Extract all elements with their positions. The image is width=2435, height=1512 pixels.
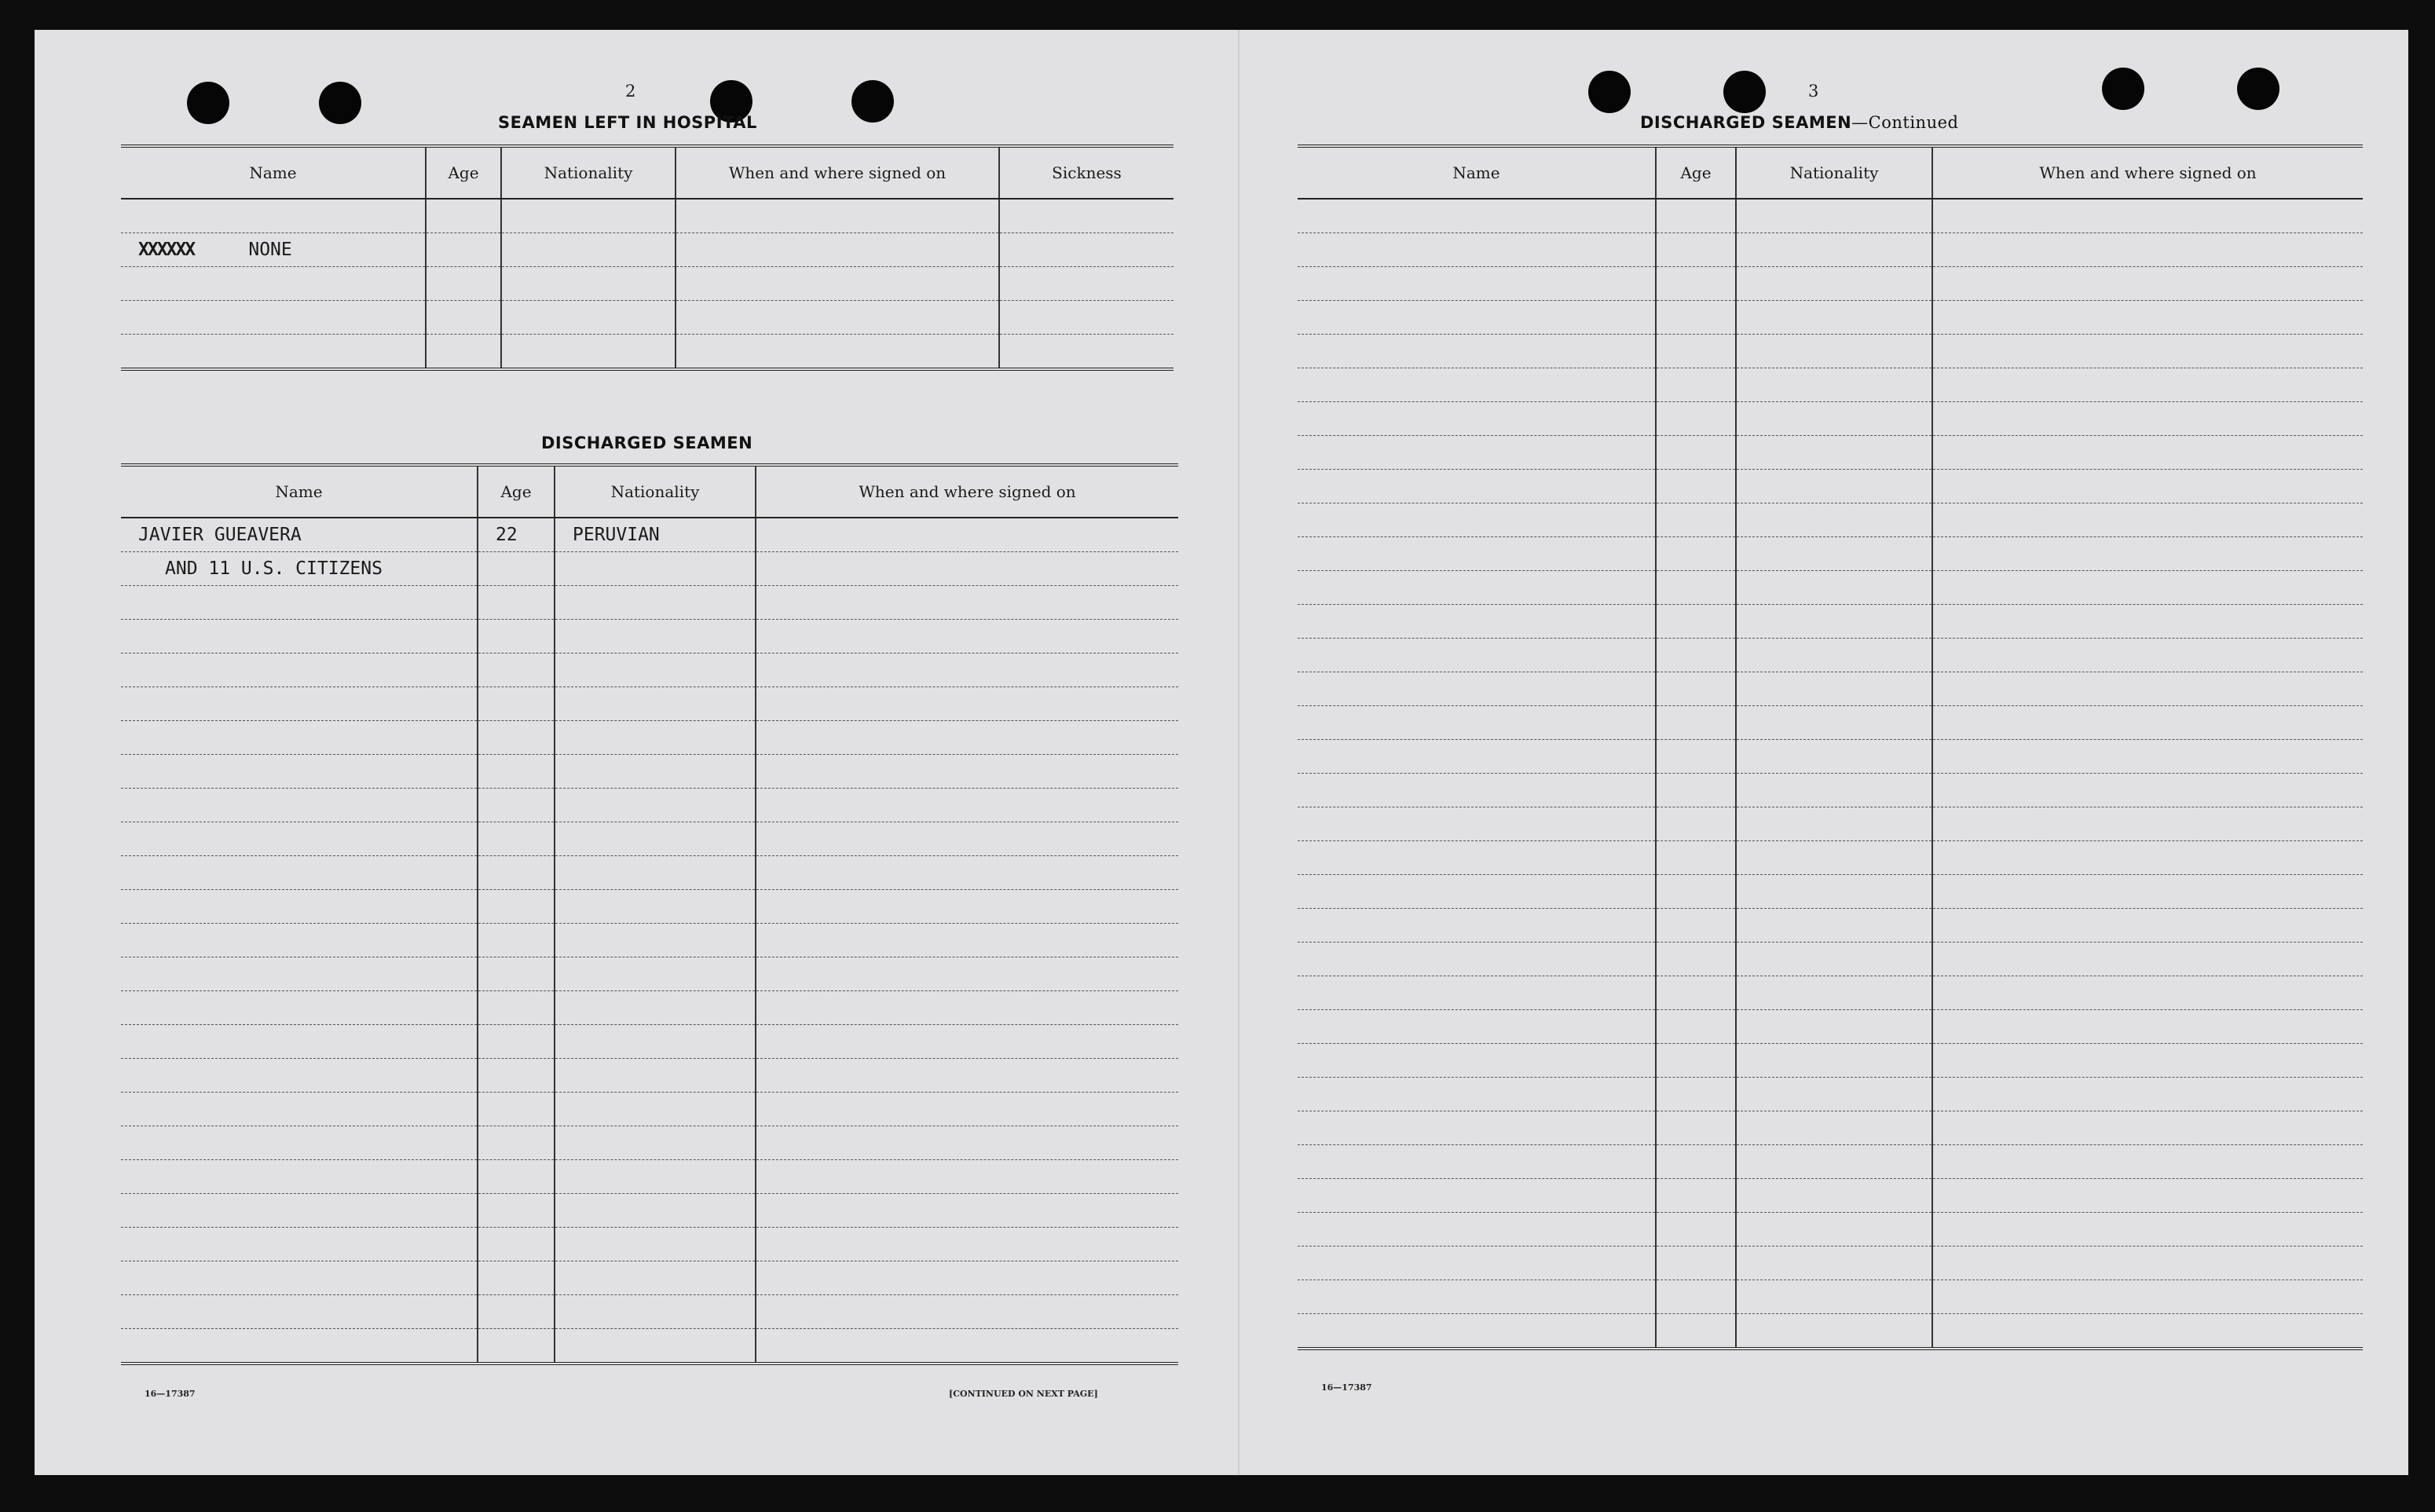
punch-hole [1723,71,1766,113]
cell-signed-on [756,552,1178,586]
table-row [121,518,1178,552]
table-row [1298,605,2363,639]
cell-nationality: PERUVIAN [555,518,756,552]
table-row [1298,841,2363,875]
table-row [121,233,1174,267]
table-row [121,620,1178,653]
table-row [121,856,1178,890]
cell-nationality [555,552,756,586]
hospital-table [121,145,1174,371]
table-row [121,199,1174,233]
table-row [1298,470,2363,503]
page-fold [1238,30,1239,1475]
table-row [121,890,1178,924]
table-row [1298,639,2363,672]
table-row [121,991,1178,1025]
table-row [121,957,1178,991]
column-header: Name [121,146,426,199]
punch-hole [1588,71,1631,113]
hospital-entry-cell [121,233,426,267]
table-row [121,1160,1178,1194]
table-row [121,924,1178,957]
form-number-left: 16—17387 [145,1389,196,1399]
punch-hole [187,82,229,124]
right-title-text: DISCHARGED SEAMEN [1640,113,1852,132]
table-row [1298,1044,2363,1078]
column-header: When and where signed on [1932,146,2363,199]
table-row [1298,233,2363,267]
column-header: When and where signed on [756,465,1178,518]
table-row [121,586,1178,620]
table-row [1298,267,2363,301]
column-header: When and where signed on [676,146,999,199]
cell-name: AND 11 U.S. CITIZENS [121,552,478,586]
punch-hole [2237,68,2279,110]
form-number-right: 16—17387 [1321,1382,1372,1393]
left-page-number: 2 [625,82,636,101]
table-row [1298,976,2363,1010]
cell-age [478,552,555,586]
table-row [1298,672,2363,706]
discharged-section-title: DISCHARGED SEAMEN [541,434,753,452]
table-row [121,1261,1178,1295]
table-row [1298,875,2363,909]
table-row [121,721,1178,755]
table-row [121,335,1174,370]
table-row [121,267,1174,301]
table-row [1298,368,2363,402]
column-header: Age [478,465,555,518]
table-row [121,1025,1178,1059]
table-row [121,552,1178,586]
table-row [121,1126,1178,1160]
table-row [1298,335,2363,368]
column-header: Name [1298,146,1656,199]
table-row [1298,1010,2363,1044]
table-row [121,1194,1178,1228]
hospital-entry: NONE [248,240,292,260]
continued-note: [CONTINUED ON NEXT PAGE] [949,1389,1098,1399]
discharged-table [121,463,1178,1365]
table-row [121,822,1178,856]
table-row [1298,537,2363,571]
table-row [1298,199,2363,233]
hospital-section-title: SEAMEN LEFT IN HOSPITAL [498,113,757,132]
right-title-suffix: —Continued [1851,113,1959,132]
table-row [1298,402,2363,436]
table-row [1298,1179,2363,1213]
document-sheet [35,30,2408,1475]
struck-text: XXXXXX [138,240,195,260]
table-row [1298,740,2363,774]
table-row [1298,1247,2363,1280]
table-row [121,755,1178,789]
table-row [1298,503,2363,537]
column-header: Sickness [999,146,1174,199]
column-header: Nationality [1736,146,1932,199]
cell-age: 22 [478,518,555,552]
right-section-title [1640,113,1958,132]
cell-signed-on [756,518,1178,552]
discharged-continued-table [1298,145,2363,1350]
table-row [1298,1111,2363,1145]
table-row [121,1059,1178,1093]
table-row [121,687,1178,721]
column-header: Nationality [501,146,676,199]
table-row [121,1329,1178,1364]
table-row [1298,571,2363,605]
table-row [1298,807,2363,841]
column-header: Name [121,465,478,518]
punch-hole [319,82,361,124]
cell-name: JAVIER GUEAVERA [121,518,478,552]
punch-hole [851,80,894,123]
table-row [1298,909,2363,943]
column-header: Age [426,146,501,199]
table-row [1298,1078,2363,1111]
table-row [1298,943,2363,976]
punch-hole [2102,68,2144,110]
table-row [121,653,1178,687]
table-row [1298,706,2363,740]
table-row [1298,1213,2363,1247]
table-row [121,1228,1178,1261]
column-header: Nationality [555,465,756,518]
table-row [1298,436,2363,470]
table-row [121,301,1174,335]
table-row [1298,1314,2363,1349]
table-row [1298,301,2363,335]
table-row [121,1295,1178,1329]
column-header: Age [1656,146,1736,199]
right-page-number: 3 [1808,82,1819,101]
table-row [121,789,1178,822]
table-row [1298,1280,2363,1314]
table-row [1298,774,2363,807]
table-row [1298,1145,2363,1179]
table-row [121,1093,1178,1126]
